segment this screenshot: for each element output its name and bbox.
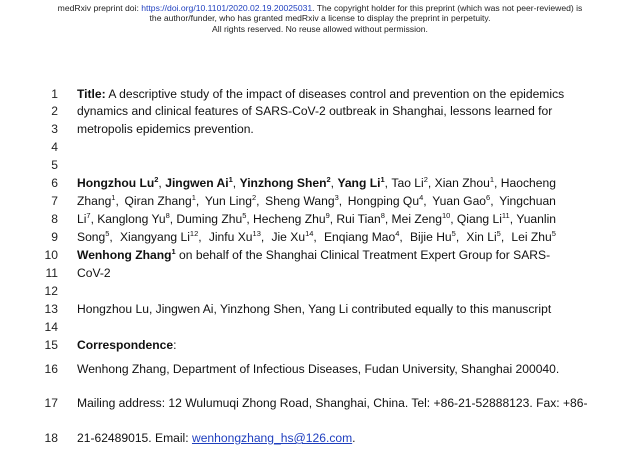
line-number: 7 — [51, 194, 58, 208]
author-line-corresponding: Wenhong Zhang$^1$ on behalf of the Shanghai Clinical Treatment Expert Group for SARS- — [77, 247, 551, 262]
author-name: Haocheng — [500, 176, 556, 190]
author-name: Hongzhou Lu$^2$, — [77, 175, 162, 190]
correspondence-heading: Correspondence: — [77, 338, 177, 352]
line-number: 1 — [51, 87, 58, 101]
equal-contribution-note: Hongzhou Lu, Jingwen Ai, Yinzhong Shen, Yang Li contributed equally to this manuscript — [77, 302, 552, 316]
author-name: Yun Ling$^2$, — [204, 193, 260, 208]
line-number: 17 — [44, 396, 58, 410]
author-name: Zhang$^1$, — [77, 193, 119, 208]
line-number: 15 — [44, 338, 58, 352]
banner-line-3: All rights reserved. No reuse allowed without permission. — [212, 23, 428, 34]
author-line — [77, 210, 556, 228]
author-name: Enqiang Mao$^4$, — [323, 229, 403, 244]
line-number: 10 — [44, 248, 58, 262]
author-name: Yuan Gao$^6$, — [432, 193, 494, 208]
author-line — [77, 192, 556, 210]
author-name: Bijie Hu$^5$, — [409, 229, 460, 244]
author-name: Rui Tian$^8$, — [336, 211, 389, 226]
line-number: 13 — [44, 302, 58, 316]
author-name: Li$^7$, — [77, 211, 94, 226]
correspondence-affiliation: Wenhong Zhang, Department of Infectious Diseases, Fudan University, Shanghai 200040. — [77, 362, 560, 376]
doi-link[interactable]: https://doi.org/10.1101/2020.02.19.20025031 — [141, 3, 313, 13]
title-label: Title: — [77, 87, 106, 101]
author-name: Xin Li$^5$, — [466, 229, 505, 244]
author-name: Yang Li$^1$, — [337, 175, 388, 190]
banner-line-2: the author/funder, who has granted medRxiv a license to display the preprint in perpetuity. — [149, 13, 491, 24]
author-name: Tao Li$^2$, — [391, 175, 432, 190]
author-name: Jingwen Ai$^1$, — [165, 175, 237, 190]
author-name: Hongping Qu$^4$, — [347, 193, 427, 208]
author-name: Qiran Zhang$^1$, — [124, 193, 200, 208]
corresponding-author: Wenhong Zhang — [77, 248, 172, 262]
line-number: 5 — [51, 158, 58, 172]
title-line-2: dynamics and clinical features of SARS-CoV-2 outbreak in Shanghai, lessons learned for — [77, 104, 553, 118]
author-name: Kanglong Yu$^8$, — [97, 211, 174, 226]
author-name: Song$^5$, — [77, 229, 113, 244]
author-name: Xian Zhou$^1$, — [434, 175, 498, 190]
author-name: Yinzhong Shen$^2$, — [239, 175, 335, 190]
contact-email-line: 21-62489015. Email: wenhongzhang_hs@126.com. — [77, 431, 356, 445]
author-name: Hecheng Zhu$^9$, — [252, 211, 334, 226]
author-name: Duming Zhu$^5$, — [176, 211, 250, 226]
author-name: Xiangyang Li$^{12}$, — [119, 229, 202, 244]
author-line — [77, 228, 556, 246]
line-number: 2 — [51, 104, 58, 118]
line-number: 6 — [51, 176, 58, 190]
title-line-1: Title: A descriptive study of the impact of diseases control and prevention on the epidemics — [77, 87, 565, 101]
author-name: Jinfu Xu$^{13}$, — [208, 229, 265, 244]
author-name: Qiang Li$^{11}$, — [456, 211, 514, 226]
title-line-3: metropolis epidemics prevention. — [77, 122, 254, 136]
author-name: Jie Xu$^{14}$, — [271, 229, 317, 244]
line-number: 11 — [45, 266, 58, 280]
banner-line-1: medRxiv preprint doi: https://doi.org/10.1101/2020.02.19.20025031. The copyright holder for this preprint (which was not peer-reviewed) is — [57, 3, 583, 13]
author-name: Yingchuan — [499, 194, 556, 208]
line-number: 9 — [51, 230, 58, 244]
line-number: 4 — [51, 140, 58, 154]
author-name: Lei Zhu$^5$ — [511, 229, 556, 244]
line-number: 8 — [51, 212, 58, 226]
preprint-banner — [0, 3, 640, 34]
author-line-end: CoV-2 — [77, 266, 111, 280]
mailing-address: Mailing address: 12 Wulumuqi Zhong Road, Shanghai, China. Tel: +86-21-52888123. Fax: +86- — [77, 396, 588, 410]
email-link[interactable]: wenhongzhang_hs@126.com — [191, 431, 353, 445]
line-number: 18 — [44, 431, 58, 445]
line-number: 12 — [44, 284, 58, 298]
line-number: 3 — [51, 122, 58, 136]
author-line — [77, 174, 556, 192]
line-number: 14 — [44, 320, 58, 334]
author-name: Sheng Wang$^3$, — [265, 193, 343, 208]
line-number: 16 — [44, 362, 58, 376]
author-name: Yuanlin — [516, 212, 556, 226]
author-name: Mei Zeng$^{10}$, — [391, 211, 454, 226]
